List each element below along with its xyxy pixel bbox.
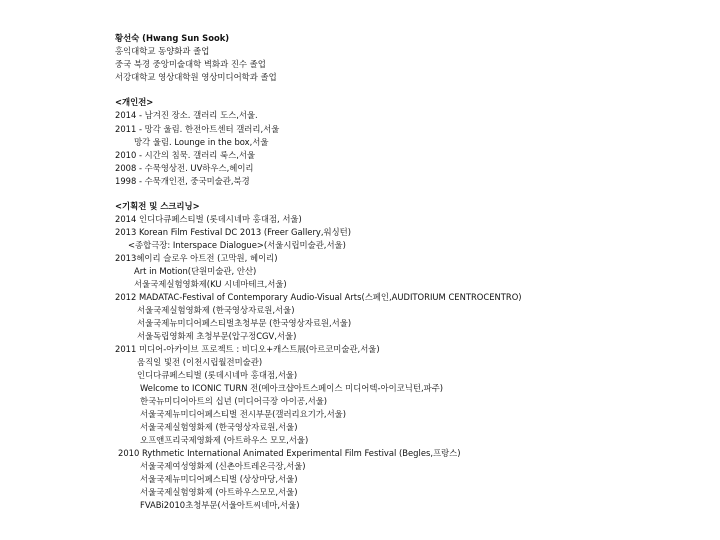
solo-exhibition-line: 2011 - 망각 울림. 한전아트센터 갤러리,서울	[115, 124, 280, 134]
group-exhibition-line: 2011 미디어-아카이브 프로젝트 : 비디오+캐스트展(아르코미술관,서울)	[115, 344, 380, 354]
group-exhibition-line: 2014 인디다큐페스티벌 (롯데시네마 홍대점, 서울)	[115, 214, 302, 224]
group-exhibition-line: <종합극장: Interspace Dialogue>(서울시립미술관,서울)	[128, 240, 346, 250]
artist-name-heading: 황선숙 (Hwang Sun Sook)	[115, 33, 230, 43]
group-exhibition-line: 인디다큐페스티벌 (롯데시네마 홍대점,서울)	[137, 370, 298, 380]
solo-exhibition-line: 2010 - 시간의 침묵. 갤러리 룩스,서울	[115, 150, 256, 160]
group-exhibition-line: Art in Motion(단원미술관, 안산)	[134, 266, 257, 276]
group-exhibition-line: 서울국제실험영화제 (한국영상자료원,서울)	[140, 422, 298, 432]
solo-exhibition-line: 2014 - 남겨진 장소. 갤러리 도스,서울.	[115, 110, 258, 120]
group-exhibition-line: 2012 MADATAC-Festival of Contemporary Audio-Visual Arts(스페인,AUDITORIUM CENTROCENTRO)	[115, 292, 522, 302]
group-exhibition-line: 서울국제뉴미디어페스티벌 전시부문(갤러리요기가,서울)	[140, 409, 347, 419]
group-exhibition-line: 서울국제여성영화제 (신촌아트레온극장,서울)	[140, 461, 306, 471]
group-exhibition-line: FVABi2010초청부문(서울아트씨네마,서울)	[140, 500, 300, 510]
group-exhibitions-heading: <기획전 및 스크리닝>	[115, 201, 200, 211]
group-exhibition-line: 2013헤이리 슬로우 아트전 (고막원, 헤이리)	[115, 253, 278, 263]
group-exhibition-line: 오프앤프리국제영화제 (아트하우스 모모,서울)	[140, 435, 309, 445]
education-line: 서강대학교 영상대학원 영상미디어학과 졸업	[115, 72, 277, 82]
solo-exhibition-line: 2008 - 수묵영상전. UV하우스,헤이리	[115, 163, 254, 173]
group-exhibition-line: 2010 Rythmetic International Animated Experimental Film Festival (Begles,프랑스)	[118, 448, 461, 458]
group-exhibition-line: 서울독립영화제 초청부문(압구정CGV,서울)	[137, 331, 297, 341]
group-exhibition-line: 2013 Korean Film Festival DC 2013 (Freer Gallery,워싱턴)	[115, 227, 352, 237]
group-exhibition-line: 서울국제실험영화제(KU 시네마테크,서울)	[134, 279, 287, 289]
group-exhibition-line: 서울국제뉴미디어페스티벌 (상상마당,서울)	[140, 474, 298, 484]
group-exhibition-line: 서울국제실험영화제 (아트하우스모모,서울)	[140, 487, 298, 497]
education-line: 중국 북경 중앙미술대학 벽화과 진수 졸업	[115, 59, 266, 69]
solo-exhibitions-heading: <개인전>	[115, 97, 154, 107]
education-line: 홍익대학교 동양화과 졸업	[115, 46, 210, 56]
group-exhibition-line: 움직일 빛전 (이천시립월전미술관)	[137, 357, 263, 367]
solo-exhibition-line: 망각 울림. Lounge in the box,서울	[134, 137, 269, 147]
group-exhibition-line: Welcome to ICONIC TURN 전(메아크샵아트스페이스 미디어텍-아이코닉턴,파주)	[140, 383, 444, 393]
solo-exhibition-line: 1998 - 수묵개인전, 중국미술관,북경	[115, 176, 250, 186]
group-exhibition-line: 서울국제뉴미디어페스티벌초청부문 (한국영상자료원,서울)	[137, 318, 352, 328]
group-exhibition-line: 한국뉴미디어아트의 십년 (미디어극장 아이공,서울)	[140, 396, 328, 406]
group-exhibition-line: 서울국제실험영화제 (한국영상자료원,서울)	[137, 305, 295, 315]
